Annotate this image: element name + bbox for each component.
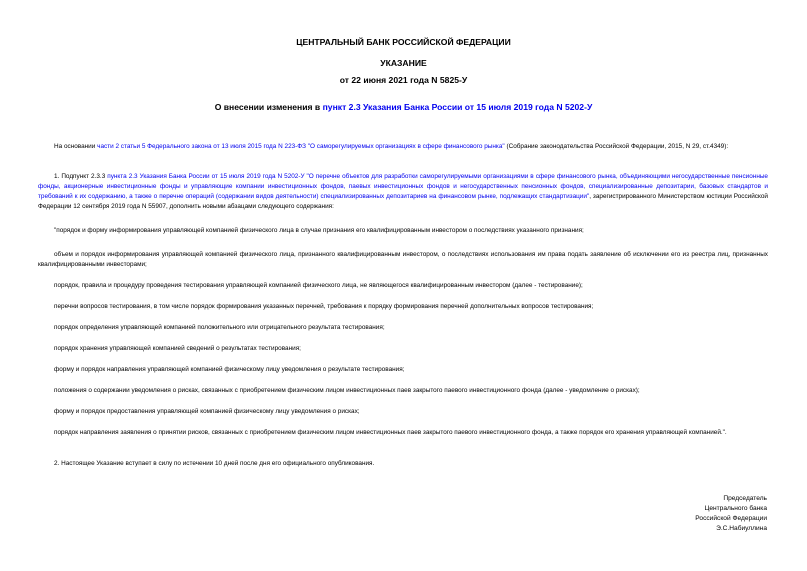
list-item: порядок определения управляющей компанией положительного или отрицательного результата тестирования; [54, 324, 385, 331]
amendment-suffix: , зарегистрированного Министерством юстиции Российской Федерации 12 сентября 2019 года N 55907, дополнить новыми абзацами следующего содержания: [38, 193, 768, 210]
document-date-number: от 22 июня 2021 года N 5825-У [339, 75, 468, 85]
signature-line: Российской Федерации [695, 515, 767, 522]
basis-law-link[interactable]: части 2 статьи 5 Федерального закона от 13 июля 2015 года N 223-ФЗ "О саморегулируемых организациях в сфере финансового рынка" [97, 143, 505, 150]
list-item: форму и порядок предоставления управляющей компанией физическому лицу уведомления о рисках; [54, 408, 360, 415]
list-item: "порядок и форму информирования управляющей компанией физического лица в случае признания его квалифицированным инвестором о последствиях указанного признания; [54, 227, 584, 234]
amended-act-link[interactable]: пункта 2.3 Указания Банка России от 15 июля 2019 года N 5202-У "О перечне объектов для разработки саморегулируемыми организациями в сфере финансового рынка, объединяющими негосударственные пенсионные фонды, акционерные инвестиционные фонды и управляющие компании инвестиционных фондов, паевых инвестиционных фондов и негосударственных пенсионных фондов, специализированные депозитарии, базовых стандартов и требований к их содержанию, а также о перечне операций (содержании видов деятельности) специализированных депозитариев на финансовом рынке, подлежащих стандартизации" [38, 173, 768, 200]
paragraph-basis [38, 142, 768, 152]
paragraph-amendment [38, 172, 768, 212]
title-link[interactable]: пункт 2.3 Указания Банка России от 15 июля 2019 года N 5202-У [322, 102, 593, 112]
signature-block [627, 494, 767, 534]
signature-line: Центрального банка [704, 505, 767, 512]
list-item: форму и порядок направления управляющей компанией физическому лицу уведомления о результате тестирования; [54, 366, 405, 373]
list-item: порядок хранения управляющей компанией сведений о результатах тестирования; [54, 345, 301, 352]
basis-prefix: На основании [54, 143, 98, 150]
list-item: объем и порядок информирования управляющей компанией физического лица, признанного квалифицированным инвестором, о последствиях использования им права подать заявление об исключении его из реестра лиц, признанных квалифицированными инвесторами; [38, 251, 768, 268]
list-item: порядок направления заявления о принятии рисков, связанных с приобретением физическим лицом инвестиционных паев закрытого паевого инвестиционного фонда, а также порядок его хранения управляющей компанией.". [54, 429, 727, 436]
basis-suffix: (Собрание законодательства Российской Федерации, 2015, N 29, ст.4349): [504, 143, 729, 150]
list-item: 2. Настоящее Указание вступает в силу по истечении 10 дней после дня его официального опубликования. [54, 460, 375, 467]
document-type: УКАЗАНИЕ [380, 58, 427, 68]
list-item: порядок, правила и процедуру проведения тестирования управляющей компанией физического лица, не являющегося квалифицированным инвестором (далее - тестирование); [54, 282, 583, 289]
amendment-prefix: 1. Подпункт 2.3.3 [54, 173, 108, 180]
list-item: положения о содержании уведомления о рисках, связанных с приобретением физическим лицом инвестиционных паев закрытого паевого инвестиционного фонда (далее - уведомление о рисках); [54, 387, 640, 394]
signature-name: Э.С.Набиуллина [716, 525, 767, 532]
signature-line: Председатель [723, 495, 767, 502]
document-title-prefix: О внесении изменения в [214, 102, 323, 112]
document-title [0, 102, 807, 113]
list-item: перечни вопросов тестирования, в том числе порядок формирования указанных перечней, требования к порядку формирования перечней дополнительных вопросов тестирования; [54, 303, 594, 310]
issuer-title: ЦЕНТРАЛЬНЫЙ БАНК РОССИЙСКОЙ ФЕДЕРАЦИИ [296, 37, 511, 47]
